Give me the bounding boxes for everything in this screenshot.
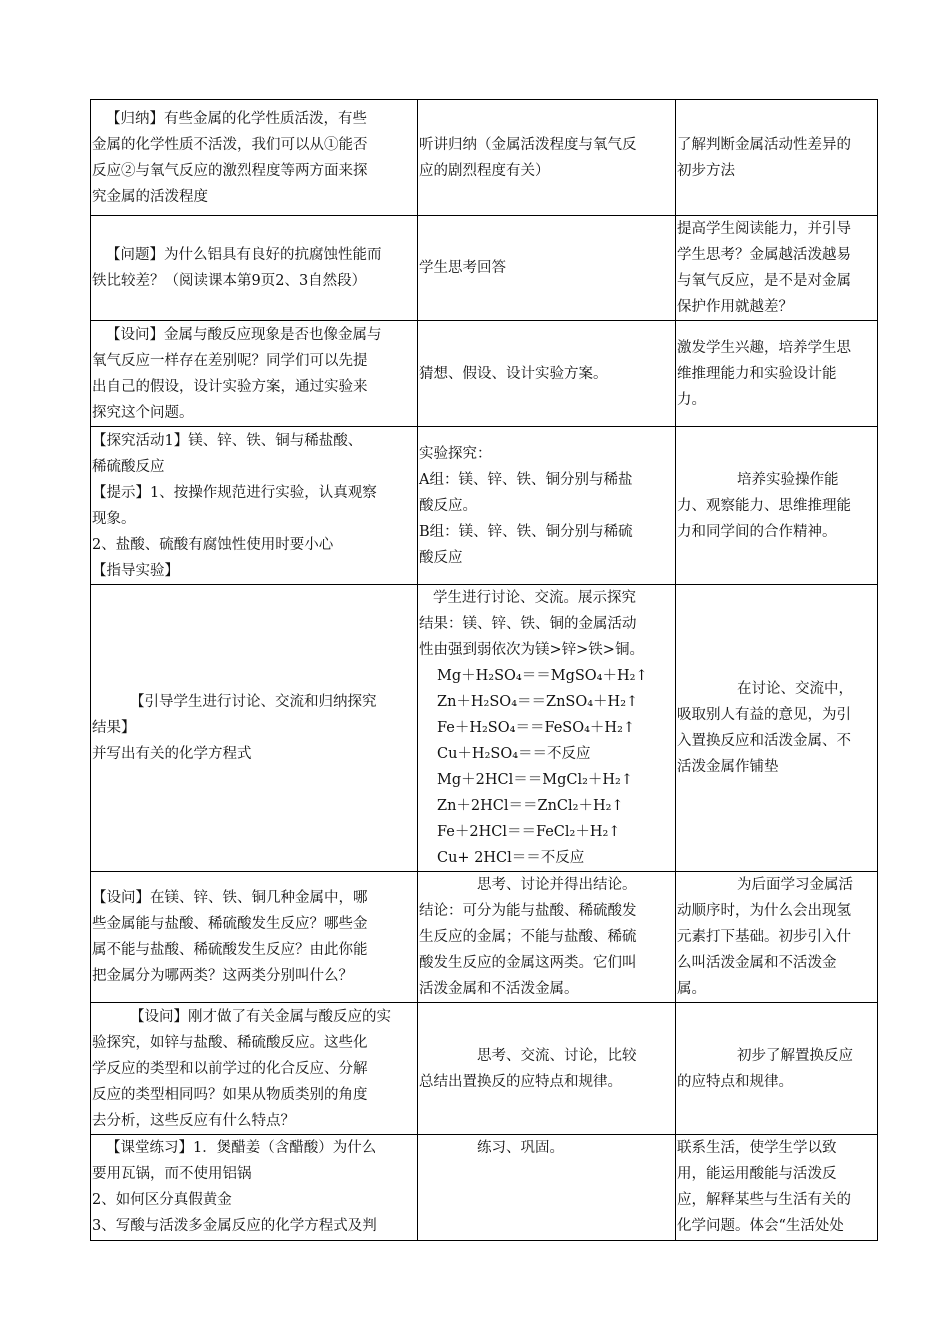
design-intent-cell: 激发学生兴趣，培养学生思 维推理能力和实验设计能 力。 xyxy=(676,321,878,427)
chemical-equation: Cu＋H₂SO₄＝＝不反应 xyxy=(437,746,591,762)
chemical-equation: Zn＋2HCl＝＝ZnCl₂＋H₂↑ xyxy=(437,798,624,814)
student-activity-cell: 实验探究： A组：镁、锌、铁、铜分别与稀盐 酸反应。 B组：镁、锌、铁、铜分别与稀硫 酸反应 xyxy=(418,427,676,585)
chemical-equation: Mg＋H₂SO₄＝＝MgSO₄＋H₂↑ xyxy=(437,668,648,684)
student-activity-cell: 学生进行讨论、交流。展示探究 结果：镁、锌、铁、铜的金属活动 性由强到弱依次为镁>锌>铁>铜。 Mg＋H₂SO₄＝＝MgSO₄＋H₂↑ Zn＋H₂SO₄＝＝ZnSO₄＋H₂↑ Fe＋H₂SO₄＝＝FeSO₄＋H₂↑ Cu＋H₂SO₄＝＝不反应 Mg＋2HCl＝＝MgCl₂＋H₂↑ Zn＋2HCl＝＝ZnCl₂＋H₂↑ Fe＋2HCl＝＝FeCl₂＋H₂↑ Cu+ 2HCl＝＝不反应 xyxy=(418,585,676,872)
chemical-equation: Fe＋2HCl＝＝FeCl₂＋H₂↑ xyxy=(437,824,621,840)
table-row xyxy=(91,1003,878,1135)
design-intent-cell: 为后面学习金属活 动顺序时，为什么会出现氢 元素打下基础。初步引入什 么叫活泼金属和不活泼金 属。 xyxy=(676,872,878,1003)
design-intent-cell: 联系生活，使学生学以致 用，能运用酸能与活泼反 应，解释某些与生活有关的 化学问题。体会“生活处处 xyxy=(676,1135,878,1241)
student-activity-cell: 猜想、假设、设计实验方案。 xyxy=(418,321,676,427)
teacher-activity-cell: 【设问】金属与酸反应现象是否也像金属与 氧气反应一样存在差别呢？同学们可以先提 出自己的假设，设计实验方案，通过实验来 探究这个问题。 xyxy=(91,321,418,427)
teacher-activity-cell: 【课堂练习】1．煲醋姜（含醋酸）为什么 要用瓦锅，而不使用铝锅 2、如何区分真假黄金 3、写酸与活泼多金属反应的化学方程式及判 xyxy=(91,1135,418,1241)
design-intent-cell: 培养实验操作能 力、观察能力、思维推理能 力和同学间的合作精神。 xyxy=(676,427,878,585)
student-activity-cell: 练习、巩固。 xyxy=(418,1135,676,1241)
student-activity-cell: 学生思考回答 xyxy=(418,216,676,321)
table-row xyxy=(91,321,878,427)
table-row xyxy=(91,427,878,585)
teacher-activity-cell: 【设问】刚才做了有关金属与酸反应的实 验探究，如锌与盐酸、稀硫酸反应。这些化 学反应的类型和以前学过的化合反应、分解 反应的类型相同吗？如果从物质类别的角度 去分析，这些反应有什么特点？ xyxy=(91,1003,418,1135)
lesson-plan-table xyxy=(90,99,878,1241)
table-row xyxy=(91,872,878,1003)
table-row xyxy=(91,100,878,216)
chemical-equation: Zn＋H₂SO₄＝＝ZnSO₄＋H₂↑ xyxy=(437,694,639,710)
chemical-equation: Cu+ 2HCl＝＝不反应 xyxy=(437,850,585,866)
table-row xyxy=(91,1135,878,1241)
teacher-activity-cell: 【归纳】有些金属的化学性质活泼，有些 金属的化学性质不活泼，我们可以从①能否 反应②与氧气反应的激烈程度等两方面来探 究金属的活泼程度 xyxy=(91,100,418,216)
teacher-activity-cell: 【探究活动1】镁、锌、铁、铜与稀盐酸、 稀硫酸反应 【提示】1、按操作规范进行实验，认真观察 现象。 2、盐酸、硫酸有腐蚀性使用时要小心 【指导实验】 xyxy=(91,427,418,585)
table-row xyxy=(91,585,878,872)
student-activity-cell: 思考、交流、讨论，比较 总结出置换反的应特点和规律。 xyxy=(418,1003,676,1135)
design-intent-cell: 初步了解置换反应 的应特点和规律。 xyxy=(676,1003,878,1135)
chemical-equation: Mg＋2HCl＝＝MgCl₂＋H₂↑ xyxy=(437,772,634,788)
teacher-activity-cell: 【设问】在镁、锌、铁、铜几种金属中，哪 些金属能与盐酸、稀硫酸发生反应？哪些金 属不能与盐酸、稀硫酸发生反应？由此你能 把金属分为哪两类？这两类分别叫什么？ xyxy=(91,872,418,1003)
design-intent-cell: 提高学生阅读能力，并引导 学生思考？金属越活泼越易 与氧气反应，是不是对金属 保护作用就越差？ xyxy=(676,216,878,321)
student-activity-cell: 听讲归纳（金属活泼程度与氧气反 应的剧烈程度有关） xyxy=(418,100,676,216)
design-intent-cell: 了解判断金属活动性差异的 初步方法 xyxy=(676,100,878,216)
chemical-equation: Fe＋H₂SO₄＝＝FeSO₄＋H₂↑ xyxy=(437,720,636,736)
teacher-activity-cell: 【问题】为什么铝具有良好的抗腐蚀性能而 铁比较差？（阅读课本第9页2、3自然段） xyxy=(91,216,418,321)
design-intent-cell: 在讨论、交流中， 吸取别人有益的意见，为引 入置换反应和活泼金属、不 活泼金属作铺垫 xyxy=(676,585,878,872)
table-row xyxy=(91,216,878,321)
teacher-activity-cell: 【引导学生进行讨论、交流和归纳探究 结果】 并写出有关的化学方程式 xyxy=(91,585,418,872)
student-activity-cell: 思考、讨论并得出结论。 结论：可分为能与盐酸、稀硫酸发 生反应的金属；不能与盐酸、稀硫 酸发生反应的金属这两类。它们叫 活泼金属和不活泼金属。 xyxy=(418,872,676,1003)
